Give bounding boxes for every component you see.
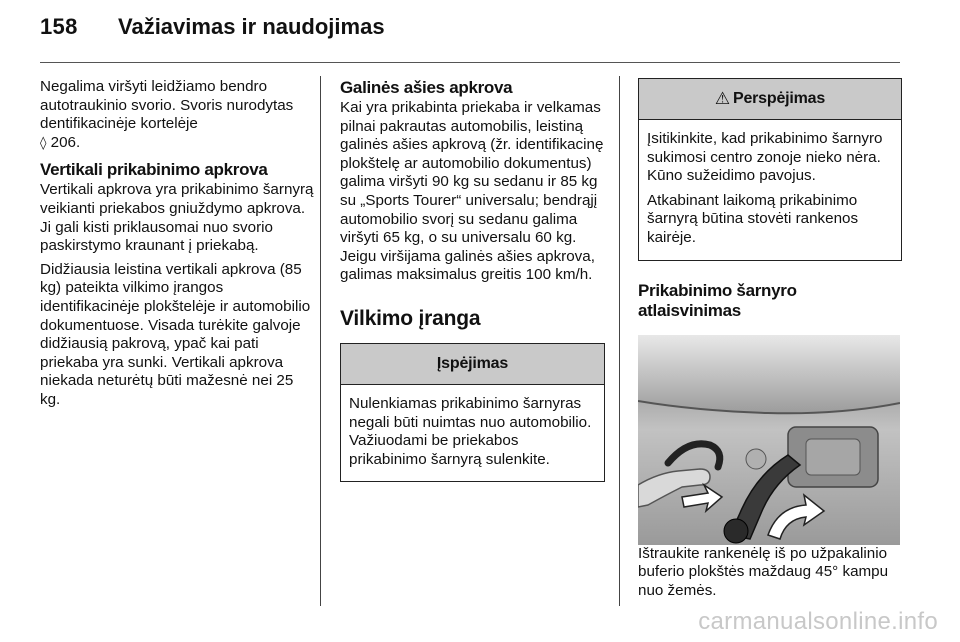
intro-paragraph [40,78,315,153]
column-left [40,78,315,415]
warning-title-text: Perspėjimas [732,89,826,107]
release-heading: Prikabinimo šarnyro atlaisvinimas [638,280,797,320]
towbar-illustration-svg [638,335,900,545]
column-right [638,78,902,605]
column-divider-2 [619,76,620,606]
warning-paragraph-1: Įsitikinkite, kad prikabinimo šarnyro sukimosi centro zonoje nieko nėra. Kūno sužeidimo pavojus. [647,130,883,185]
warning-box-body [639,120,901,260]
column-middle [340,78,605,482]
watermark-text: carmanualsonline.info [698,608,938,635]
notice-box-title: Įspėjimas [341,344,604,385]
intro-text: Negalima viršyti leidžiamo bendro autotraukinio svorio. Svoris nurodytas dentifikacinėje kortelėje [40,78,294,133]
vertical-load-paragraph-1: Vertikali apkrova yra prikabinimo šarnyrą veikianti priekabos gniuždymo apkrova. Ji gali kisti priklausomai nuo svorio paskirstymo kraunant į priekabą. [40,181,314,255]
tow-ball [724,519,748,543]
page-number: 158 [40,14,78,39]
notice-text: Nulenkiamas prikabinimo šarnyras negali būti nuimtas nuo automobilio. Važiuodami be priekabos prikabinimo šarnyrą sulenkite. [349,394,592,468]
warning-paragraph-2: Atkabinant laikomą prikabinimo šarnyrą būtina stovėti rankenos kairėje. [647,191,859,246]
header-rule [40,62,900,63]
notice-box-body [341,385,604,481]
rear-axle-paragraph: Kai yra prikabinta priekaba ir velkamas pilnai pakrautas automobilis, leistiną galinės ašies apkrovą (žr. identifikacinę plokštelę ar automobilio dokumentus) galima viršyti 90 kg su sedanu ir 85 kg su „Sports Tourer“ universalu; bendrąjį automobilio svorį su sedanu galima viršyti 65 kg, o su universalu 60 kg. Jeigu viršijama galinės ašies apkrova, galimas maksimalus greitis 100 km/h. [340,99,604,284]
warning-box [638,78,902,261]
rear-axle-heading: Galinės ašies apkrova [340,78,513,97]
towing-equipment-heading: Vilkimo įranga [340,306,481,330]
warning-triangle-icon: ⚠ [714,88,730,109]
warning-box-title [639,79,901,120]
page-ref-arrow-icon: ◊ [40,135,47,151]
notice-box [340,343,605,482]
chapter-title: Važiavimas ir naudojimas [118,14,385,39]
vertical-load-paragraph-2: Didžiausia leistina vertikali apkrova (85 kg) pateikta vilkimo įrangos identifikacinėje plokštelėje ir automobilio dokumentuose. Visada turėkite galvoje didžiausią pakrovą, ypač kai pati priekaba yra sunki. Vertikali apkrova niekada neturėtų būti mažesnė nei 25 kg. [40,260,311,408]
bumper-shape [638,335,900,413]
page-ref-link[interactable]: 206. [46,133,81,151]
illustration-caption: Ištraukite rankenėlę iš po užpakalinio buferio plokštės maždaug 45° kampu nuo žemės. [638,544,889,599]
towbar-release-illustration [638,335,900,545]
vertical-load-heading: Vertikali prikabinimo apkrova [40,160,268,180]
column-divider-1 [320,76,321,606]
